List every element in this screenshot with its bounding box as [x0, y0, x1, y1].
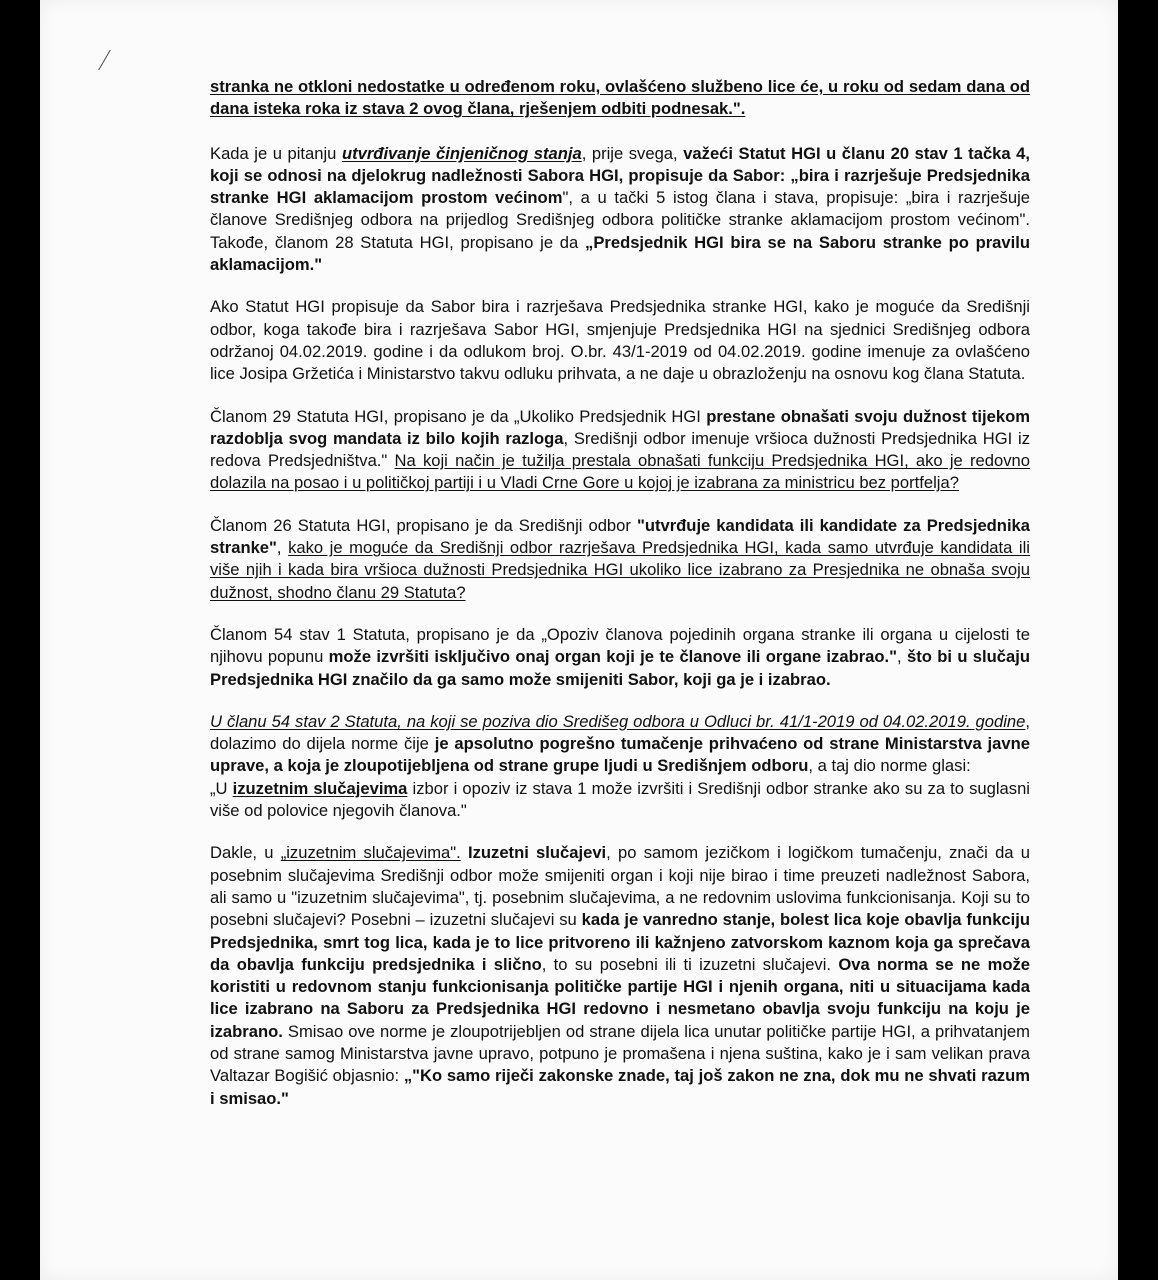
text-run: „izuzetnim slučajevima".	[280, 843, 461, 863]
text-run: što bi u slučaju Predsjednika HGI značilo da ga samo može smijeniti Sabor, koji ga je i izabrao.	[210, 647, 1030, 689]
text-run: Ova norma se ne može koristiti u redovnom stanju funkcionisanja političke partije HGI i njenih organa, niti u situacijama kada lice izabrano na Saboru za Predsjednika HGI redovno i nesmetano obavlja svoju funkciju na koju je izabrano.	[210, 954, 1030, 1041]
paragraph-6	[210, 624, 1030, 691]
text-run: kako je moguće da Središnji odbor razrješava Predsjednika HGI, kada samo utvrđuje kandidata ili više njih i kada bira vršioca dužnosti Predsjednika HGI ukoliko lice izabrano za Presjednika ne obnaša svoju dužnost, shodno članu 29 Statuta?	[210, 538, 1030, 602]
text-run: stranka ne otkloni nedostatke u određenom roku, ovlašćeno službeno lice će, u roku od sedam dana od dana isteka roka iz stava 2 ovog člana, rješenjem odbiti podnesak.".	[210, 77, 1030, 119]
text-run: Dakle, u	[210, 843, 281, 863]
text-run: kada je vanredno stanje, bolest lica koje obavlja funkciju Predsjednika, smrt tog lica, kada je to lice pritvoreno ili kažnjeno zatvorskom kaznom koja ga sprečava da obavlja funkciju predsjednika i slično	[210, 910, 1031, 974]
text-run: Ako Statut HGI propisuje da Sabor bira i razrješava Predsjednika stranke HGI, kako je moguće da Središnji odbor, koga takođe bira i razrješava Sabor HGI, smjenjuje Predsjednika HGI na sjednici Središnjeg odbora održanoj 04.02.2019. godine i da odlukom broj. O.br. 43/1-2019 od 04.02.2019. godine imenuje za ovlašćeno lice Josipa Gržetića i Ministarstvo takvu odluku prihvata, a ne daje u obrazloženju na osnovu kog člana Statuta.	[210, 297, 1030, 384]
text-run: , dolazimo do dijela norme čije	[210, 711, 1030, 754]
text-run: može izvršiti isključivo onaj organ koji je te članove ili organe izabrao."	[328, 647, 898, 667]
paragraph-4	[210, 406, 1030, 495]
text-run: , prije svega,	[581, 143, 684, 163]
text-run: Kada je u pitanju	[210, 143, 342, 163]
text-run	[461, 843, 468, 862]
paragraph-8	[210, 842, 1030, 1110]
text-run: , to su posebni ili ti izuzetni slučajevi.	[541, 954, 839, 974]
text-run: ", a u tački 5 istog člana i stava, propisuje: „bira i razrješuje članove Središnjeg odbora na prijedlog Središnjeg odbora političke stranke aklamacijom prostom većinom". Takođe, članom 28 Statuta HGI, propisano je da	[210, 188, 1030, 252]
paragraph-2	[210, 143, 1030, 277]
text-run: U članu 54 stav 2 Statuta, na koji se poziva dio Središeg odbora u Odluci br. 41/1-2019 od 04.02.2019. godine	[210, 711, 1026, 731]
text-run: „U	[210, 778, 233, 798]
document-page	[40, 0, 1118, 1280]
text-run: , po samom jezičkom i logičkom tumačenju, znači da u posebnim slučajevima Središnji odbor može smijeniti organ i koji nije birao i time preuzeti nadležnost Sabora, ali samo u "izuzetnim slučajevima", tj. posebnim slučajevima, a ne redovnim uslovima funkcionisanja. Koji su to posebni slučajevi? Posebni – izuzetni slučajevi su	[210, 843, 1030, 930]
text-run: „"Ko samo riječi zakonske znade, taj još zakon ne zna, dok mu ne shvati razum i smisao."	[210, 1066, 1030, 1108]
text-run: je apsolutno pogrešno tumačenje prihvaćeno od strane Ministarstva javne uprave, a koja je zloupotijebljena od strane grupe ljudi u Središnjem odboru	[210, 734, 1030, 776]
text-run: ,	[897, 647, 907, 667]
text-run: izbor i opoziv iz stava 1 može izvršiti i Središnji odbor stranke ako su za to suglasni više od polovice njegovih članova."	[210, 778, 1030, 821]
text-run: Članom 26 Statuta HGI, propisano je da Središnji odbor	[210, 515, 637, 535]
text-run: "utvrđuje kandidata ili kandidate za Predsjednika stranke"	[210, 515, 1031, 558]
text-run: , a taj dio norme glasi:	[808, 756, 971, 776]
paragraph-1	[210, 76, 1030, 121]
text-run: utvrđivanje činjeničnog stanja	[341, 143, 582, 163]
paragraph-7	[210, 711, 1030, 822]
text-run: Članom 29 Statuta HGI, propisano je da „Ukoliko Predsjednik HGI	[210, 406, 707, 426]
document-body	[210, 76, 1030, 1130]
text-run: , Središnji odbor imenuje vršioca dužnosti Predsjednika HGI iz redova Predsjedništva."	[210, 428, 1031, 471]
text-run: Na koji način je tužilja prestala obnašati funkciju Predsjednika HGI, ako je redovno dolazila na posao i u političkoj partiji i u Vladi Crne Gore u kojoj je izabrana za ministricu bez portfelja?	[210, 451, 1030, 493]
text-run: Smisao ove norme je zloupotrijebljen od strane dijela lica unutar političke partije HGI, a prihvatanjem od strane samog Ministarstva javne upravo, potpuno je promašena i njena suština, kako je i sam velikan prava Valtazar Bogišić objasnio:	[210, 1021, 1030, 1086]
text-run: važeći Statut HGI u članu 20 stav 1 tačka 4, koji se odnosi na djelokrug nadležnosti Sabora HGI, propisuje da Sabor: „bira i razrješuje Predsjednika stranke HGI aklamacijom prostom većinom	[210, 143, 1031, 208]
text-run: Članom 54 stav 1 Statuta, propisano je da „Opoziv članova pojedinih organa stranke ili organa u cijelosti te njihovu popunu	[210, 624, 1030, 667]
text-run: ,	[276, 538, 289, 558]
text-run: izuzetnim slučajevima	[232, 778, 408, 798]
pen-mark	[98, 50, 125, 70]
text-run: „Predsjednik HGI bira se na Saboru stranke po pravilu aklamacijom."	[210, 232, 1030, 275]
paragraph-5	[210, 515, 1030, 604]
text-run: prestane obnašati svoju dužnost tijekom razdoblja svog mandata iz bilo kojih razloga	[210, 406, 1031, 448]
paragraph-3	[210, 296, 1030, 385]
text-run: Izuzetni slučajevi	[467, 843, 607, 863]
